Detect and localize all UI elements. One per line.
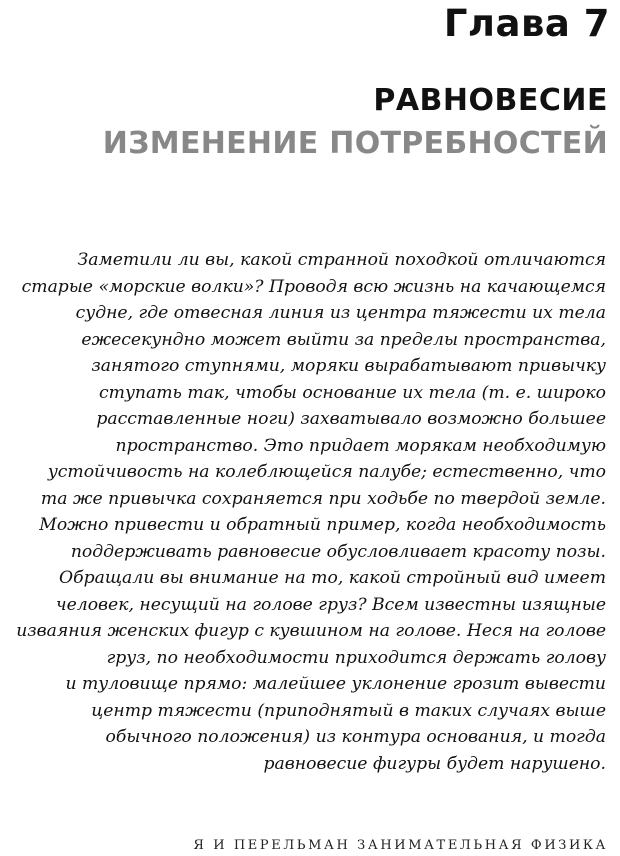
text-line: та же привычка сохраняется при ходьбе по твердой земле. bbox=[40, 488, 606, 509]
text-line: Можно привести и обратный пример, когда необходимость bbox=[39, 515, 606, 535]
chapter-number: Глава 7 bbox=[443, 2, 610, 45]
text-line: обычного положения) из контура основания, и тогда bbox=[105, 727, 606, 747]
text-line: Заметили ли вы, какой странной походкой отличаются bbox=[77, 250, 606, 270]
text-line: занятого ступнями, моряки вырабатывают привычку bbox=[91, 356, 606, 376]
text-line: равновесие фигуры будет нарушено. bbox=[263, 753, 606, 774]
chapter-subtitle: ИЗМЕНЕНИЕ ПОТРЕБНОСТЕЙ bbox=[102, 126, 608, 161]
text-line: изваяния женских фигур с кувшином на голове. Неся на голове bbox=[16, 621, 606, 641]
text-line: и туловище прямо: малейшее уклонение грозит вывести bbox=[65, 674, 606, 694]
text-line: устойчивость на колеблющейся палубе; естественно, что bbox=[47, 462, 606, 482]
text-line: поддерживать равновесие обусловливает красоту позы. bbox=[70, 541, 606, 562]
running-footer: Я И ПЕРЕЛЬМАН ЗАНИМАТЕЛЬНАЯ ФИЗИКА bbox=[193, 838, 608, 853]
text-line: человек, несущий на голове груз? Всем известны изящные bbox=[55, 594, 606, 615]
text-line: пространство. Это придает морякам необходимую bbox=[115, 435, 606, 456]
text-line: ежесекундно может выйти за пределы пространства, bbox=[81, 329, 606, 350]
body-paragraph bbox=[0, 247, 606, 777]
text-line: ступать так, чтобы основание их тела (т. е. широко bbox=[99, 382, 606, 403]
text-line: Обращали вы внимание на то, какой стройный вид имеет bbox=[59, 568, 606, 588]
text-line: судне, где отвесная линия из центра тяжести их тела bbox=[75, 303, 606, 323]
text-line: груз, по необходимости приходится держать голову bbox=[106, 647, 606, 668]
chapter-title: РАВНОВЕСИЕ bbox=[373, 83, 608, 118]
text-line: старые «морские волки»? Проводя всю жизнь на качающемся bbox=[21, 276, 606, 297]
text-line: расставленные ноги) захватывало возможно большее bbox=[96, 409, 606, 429]
text-line: центр тяжести (приподнятый в таких случаях выше bbox=[91, 700, 606, 721]
